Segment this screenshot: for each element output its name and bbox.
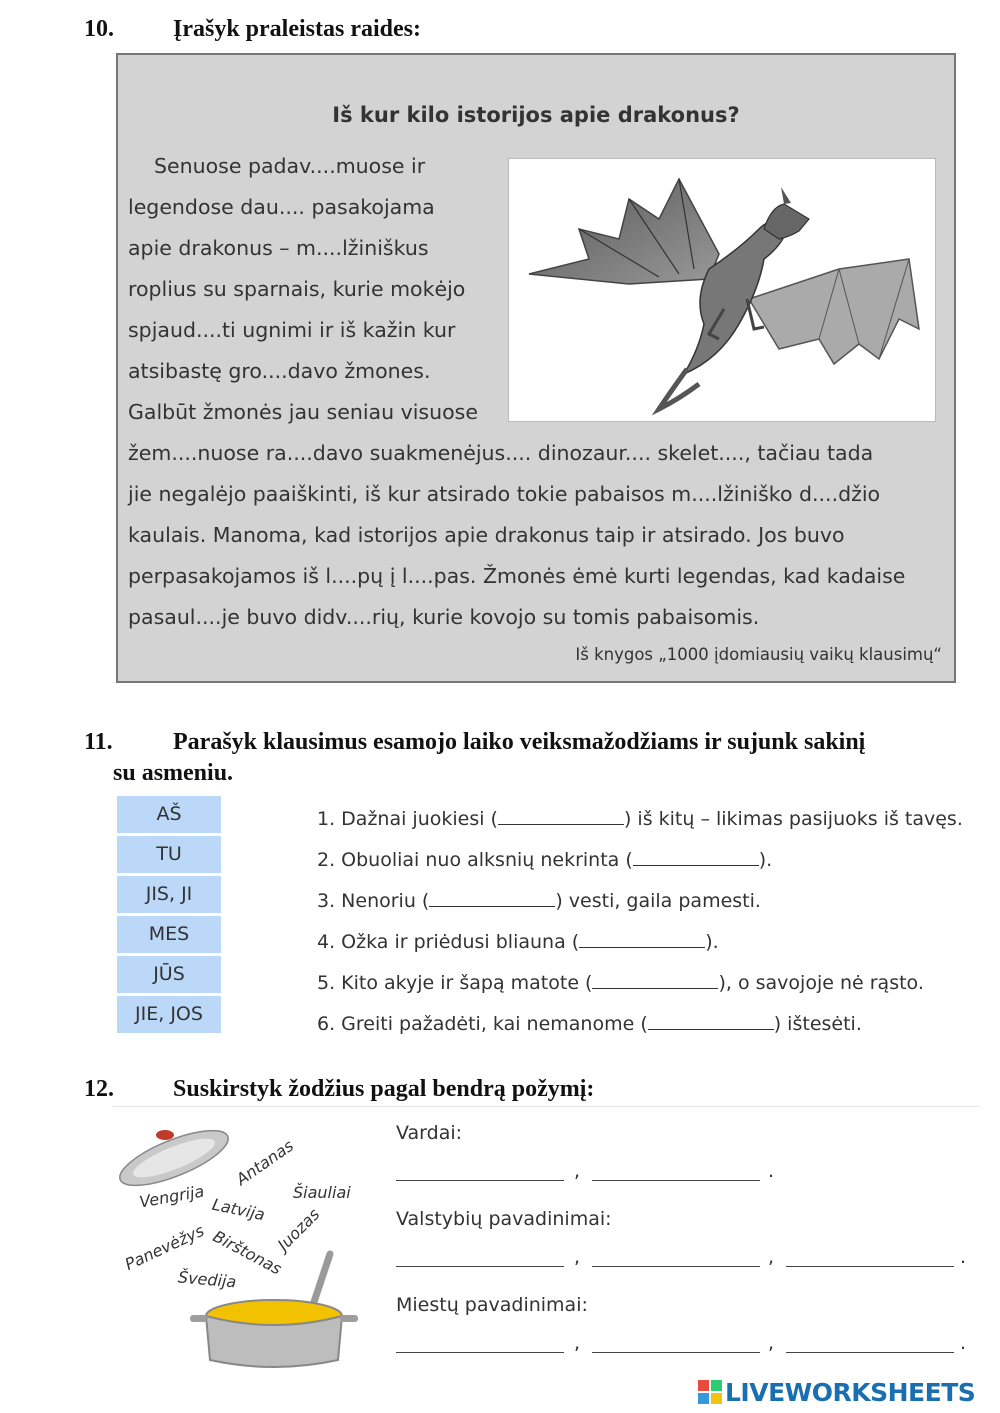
story-line: atsibastę gro....davo žmones. (128, 359, 431, 383)
word-chip[interactable]: Panevėžys (121, 1220, 207, 1275)
word-chip[interactable]: Juozas (273, 1204, 324, 1255)
sentence-text-after: ) ištesėti. (773, 1013, 862, 1035)
story-line: Galbūt žmonės jau seniau visuose (128, 400, 478, 424)
pronoun-box[interactable]: TU (117, 836, 221, 873)
sentence-text-before: 6. Greiti pažadėti, kai nemanome ( (317, 1013, 648, 1035)
task-11-number: 11. (84, 729, 113, 755)
sentence-text-after: ). (705, 931, 719, 953)
answer-line[interactable] (592, 1266, 760, 1267)
sentence-text-after: ) vesti, gaila pamesti. (555, 890, 761, 912)
sentence-row (317, 806, 963, 830)
word-chip[interactable]: Latvija (210, 1194, 267, 1225)
pronoun-box[interactable]: JIE, JOS (117, 996, 221, 1033)
task-10-instruction: Įrašyk praleistas raides: (173, 16, 421, 42)
category-label: Valstybių pavadinimai: (396, 1208, 612, 1230)
category-label: Vardai: (396, 1122, 463, 1144)
pronoun-box[interactable]: JŪS (117, 956, 221, 993)
answer-blank[interactable] (648, 1011, 774, 1030)
pronoun-box[interactable]: MES (117, 916, 221, 953)
comma: , (574, 1246, 581, 1268)
story-line: perpasakojamos iš l....pų į l....pas. Žmonės ėmė kurti legendas, kad kadaise (128, 564, 906, 588)
sentence-text-before: 3. Nenoriu ( (317, 890, 430, 912)
liveworksheets-logo-icon (698, 1380, 722, 1404)
sentence-text-before: 4. Ožka ir priėdusi bliauna ( (317, 931, 580, 953)
sentence-row (317, 970, 924, 994)
story-line: kaulais. Manoma, kad istorijos apie drakonus taip ir atsirado. Jos buvo (128, 523, 845, 547)
sentence-text-before: 1. Dažnai juokiesi ( (317, 808, 498, 830)
sentence-text-after: ). (758, 849, 773, 871)
answer-blank[interactable] (579, 929, 705, 948)
answer-line[interactable] (396, 1352, 564, 1353)
period: . (960, 1246, 967, 1268)
answer-line[interactable] (786, 1352, 954, 1353)
comma: , (574, 1332, 581, 1354)
sentence-text-after: ), o savojoje nė rąsto. (718, 972, 924, 994)
story-line: roplius su sparnais, kurie mokėjo (128, 277, 466, 301)
answer-blank[interactable] (592, 970, 718, 989)
sentence-row (317, 1011, 862, 1035)
comma: , (768, 1246, 775, 1268)
comma: , (574, 1160, 581, 1182)
sentence-text-before: 5. Kito akyje ir šapą matote ( (317, 972, 593, 994)
story-line: jie negalėjo paaiškinti, iš kur atsirado tokie pabaisos m....lžiniško d....džio (128, 482, 881, 506)
liveworksheets-logo (698, 1378, 975, 1407)
answer-blank[interactable] (429, 888, 555, 907)
story-line: Senuose padav....muose ir (154, 154, 426, 178)
task-11-instruction-line2: su asmeniu. (113, 760, 234, 786)
story-box (116, 53, 956, 683)
task-12-number: 12. (84, 1076, 114, 1102)
period: . (960, 1332, 967, 1354)
sentence-row (317, 888, 761, 912)
answer-blank[interactable] (498, 806, 624, 825)
sentence-text-after: ) iš kitų – likimas pasijuoks iš tavęs. (623, 808, 963, 830)
answer-line[interactable] (592, 1352, 760, 1353)
story-source: Iš knygos „1000 įdomiausių vaikų klausimų“ (575, 645, 942, 664)
answer-line[interactable] (592, 1180, 760, 1181)
sentence-row (317, 929, 719, 953)
answer-line[interactable] (786, 1266, 954, 1267)
task-12-instruction: Suskirstyk žodžius pagal bendrą požymį: (173, 1076, 595, 1102)
answer-line[interactable] (396, 1266, 564, 1267)
story-line: spjaud....ti ugnimi ir iš kažin kur (128, 318, 456, 342)
word-chip[interactable]: Birštonas (209, 1226, 285, 1279)
period: . (768, 1160, 775, 1182)
story-line: žem....nuose ra....davo suakmenėjus.... dinozaur.... skelet...., tačiau tada (128, 441, 874, 465)
sentence-text-before: 2. Obuoliai nuo alksnių nekrinta ( (317, 849, 633, 871)
story-line: legendose dau.... pasakojama (128, 195, 435, 219)
word-chip[interactable]: Švedija (177, 1267, 238, 1292)
dragon-illustration (509, 159, 935, 421)
brand-name: LIVEWORKSHEETS (725, 1378, 976, 1407)
category-label: Miestų pavadinimai: (396, 1294, 588, 1316)
story-title: Iš kur kilo istorijos apie drakonus? (332, 103, 740, 127)
pronoun-box[interactable]: JIS, JI (117, 876, 221, 913)
pronoun-box[interactable]: AŠ (117, 796, 221, 833)
sentence-row (317, 847, 772, 871)
pot-with-lid-icon (112, 1108, 382, 1368)
comma: , (768, 1332, 775, 1354)
answer-blank[interactable] (633, 847, 759, 866)
divider (113, 1106, 980, 1107)
word-pot-illustration (112, 1108, 382, 1368)
story-line: apie drakonus – m....lžiniškus (128, 236, 429, 260)
word-chip[interactable]: Šiauliai (293, 1183, 351, 1202)
dragon-image (508, 158, 936, 422)
task-11-instruction-line1: Parašyk klausimus esamojo laiko veiksmažodžiams ir sujunk sakinį (173, 729, 866, 755)
word-chip[interactable]: Antanas (232, 1135, 297, 1190)
answer-line[interactable] (396, 1180, 564, 1181)
task-10-number: 10. (84, 16, 114, 42)
word-chip[interactable]: Vengrija (137, 1181, 206, 1212)
story-line: pasaul....je buvo didv....rių, kurie kovojo su tomis pabaisomis. (128, 605, 760, 629)
